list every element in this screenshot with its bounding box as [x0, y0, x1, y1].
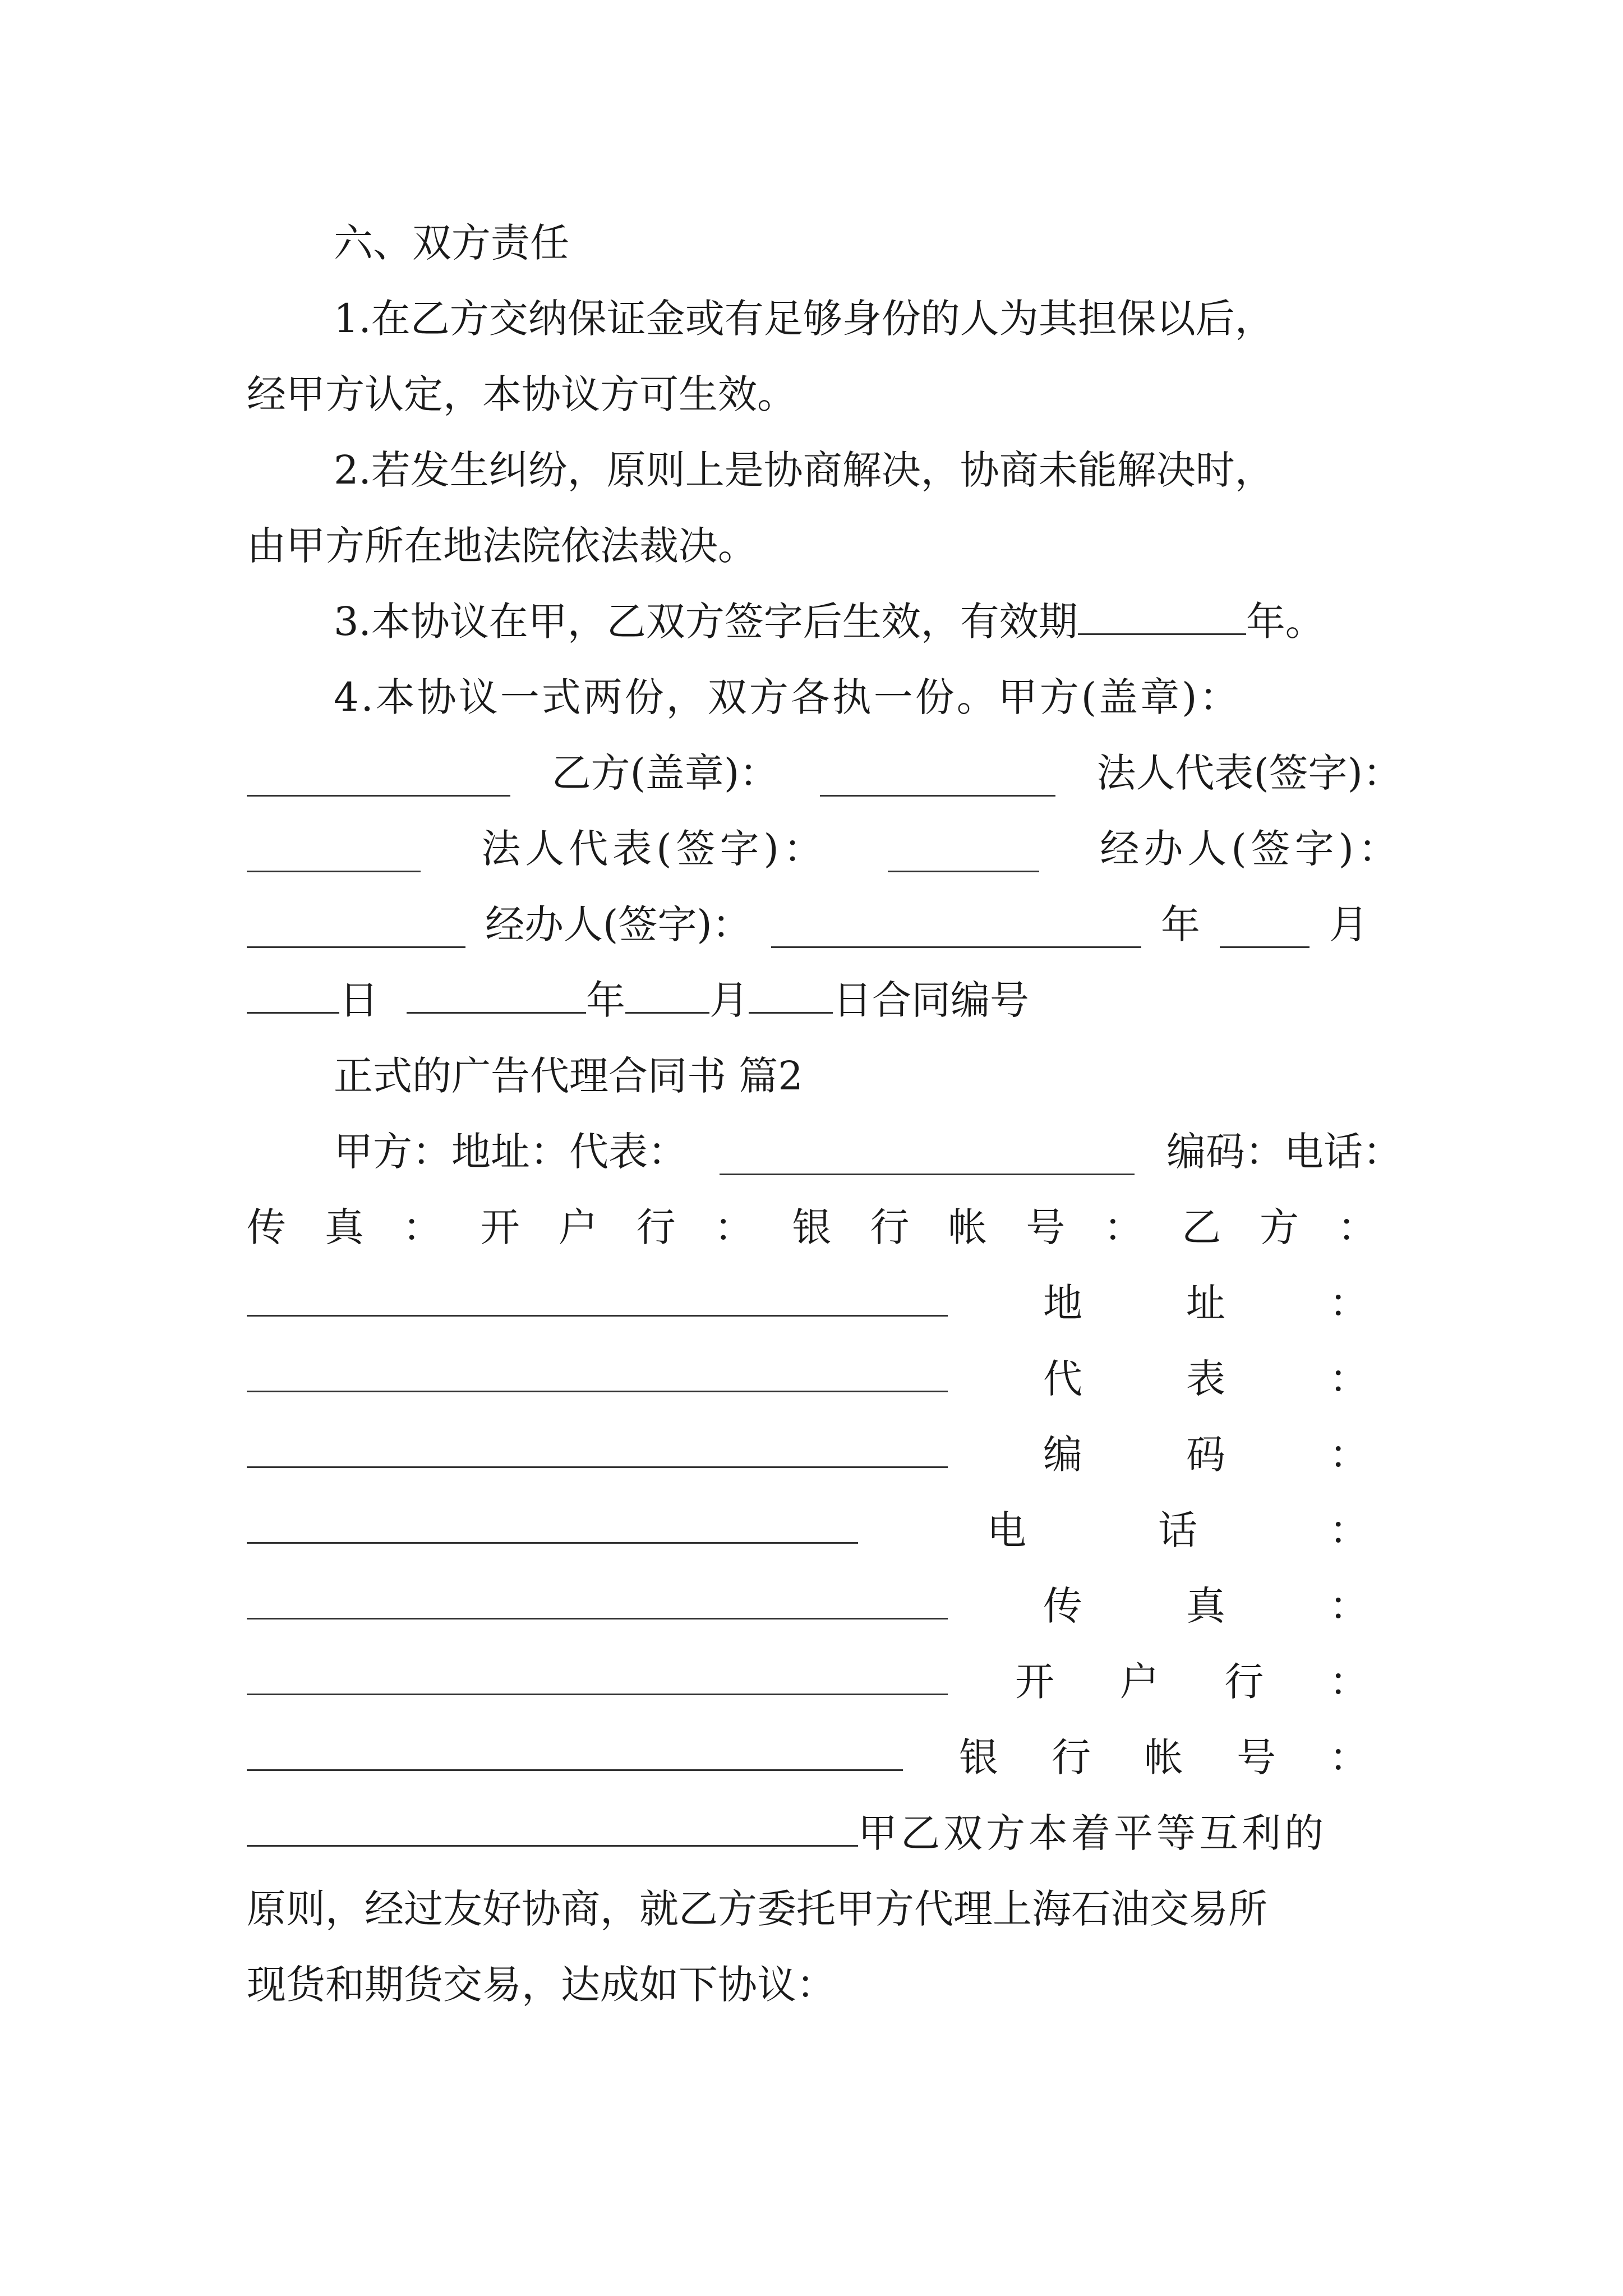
legal-rep-a-blank	[247, 826, 421, 872]
party-b-rep-row: 代 表 ：	[247, 1341, 1402, 1417]
fax-bank-row: 传 真 ： 开 户 行 ： 银 行 帐 号 ： 乙 方 ：	[247, 1204, 1377, 1250]
signature-line-2: 法人代表(签字)： 经办人(签字)：	[247, 811, 1402, 887]
party-a-rep-blank	[720, 1129, 1135, 1175]
article-2-title: 正式的广告代理合同书 篇2	[334, 1053, 803, 1099]
party-b-code-blank	[247, 1497, 858, 1544]
date-line: 日 年 月 日合同编号	[247, 962, 1402, 1038]
handler-b-blank	[771, 901, 1141, 948]
item-2-line-1: 2.若发生纠纷，原则上是协商解决，协商未能解决时，	[334, 447, 1274, 493]
party-b-address-row: 地 址 ：	[247, 1265, 1402, 1341]
party-b-account-row: 银 行 帐 号 ：	[247, 1719, 1402, 1796]
party-b-address-blank	[247, 1346, 948, 1392]
party-b-fax-blank	[247, 1649, 948, 1695]
party-a-line: 甲方：地址：代表： 编码：电话：	[334, 1129, 1402, 1175]
party-b-phone-blank	[247, 1573, 948, 1619]
closing-line-1: 甲乙双方本着平等互利的	[247, 1795, 1402, 1871]
closing-line-3: 现货和期货交易，达成如下协议：	[247, 1962, 836, 2008]
party-a-seal-blank	[247, 750, 510, 797]
party-b-bank-row: 开 户 行 ：	[247, 1644, 1402, 1720]
legal-rep-b-blank	[888, 826, 1039, 872]
day-blank-1	[247, 967, 339, 1014]
party-b-phone-row: 电 话 ：	[247, 1492, 1402, 1568]
party-b-seal-blank	[820, 750, 1055, 797]
party-b-code-row: 编 码 ：	[247, 1416, 1402, 1493]
signature-line-3: 经办人(签字)： 年 月	[247, 886, 1402, 963]
closing-line-2: 原则，经过友好协商，就乙方委托甲方代理上海石油交易所	[247, 1886, 1267, 1932]
month-blank-1	[1220, 901, 1310, 948]
item-2-line-2: 由甲方所在地法院依法裁决。	[247, 523, 757, 569]
signature-line-1: 乙方(盖章)： 法人代表(签字)：	[247, 735, 1402, 811]
year-blank-2	[407, 967, 586, 1014]
party-b-account-blank	[247, 1800, 858, 1847]
party-b-bank-blank	[247, 1724, 903, 1771]
handler-a-blank	[247, 901, 465, 948]
party-b-blank	[247, 1270, 948, 1317]
item-1-line-2: 经甲方认定，本协议方可生效。	[247, 371, 796, 417]
day-blank-2	[749, 967, 833, 1014]
item-3: 3.本协议在甲，乙双方签字后生效，有效期 年。	[247, 583, 1402, 660]
month-blank-2	[625, 967, 709, 1014]
item-4: 4.本协议一式两份，双方各执一份。甲方(盖章)：	[334, 674, 1241, 720]
validity-years-blank	[1078, 588, 1246, 635]
item-1-line-1: 1.在乙方交纳保证金或有足够身份的人为其担保以后，	[334, 296, 1274, 342]
party-b-fax-row: 传 真 ：	[247, 1568, 1402, 1644]
party-b-rep-blank	[247, 1421, 948, 1468]
section-heading: 六、双方责任	[334, 220, 569, 266]
